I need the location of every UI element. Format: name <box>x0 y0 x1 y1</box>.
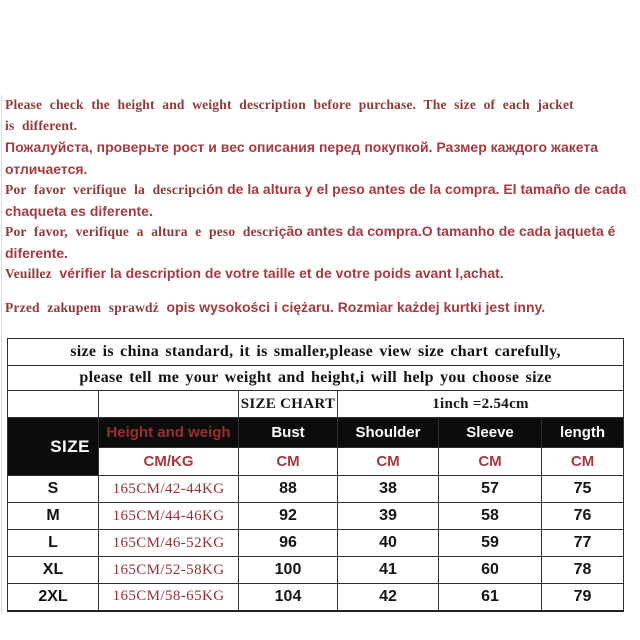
unit-bust-cm: CM <box>239 448 338 476</box>
caption-china-standard: size is china standard, it is smaller,please view size chart carefully, <box>8 339 624 366</box>
notice-spanish-line1: ón de la altura y el peso antes de la compra. El tamaño de cada <box>206 181 627 197</box>
notice-portuguese <box>5 221 637 264</box>
sleeve-cell: 60 <box>439 557 542 584</box>
sleeve-cell: 59 <box>439 530 542 557</box>
inch-conversion-note: 1inch =2.54cm <box>338 391 624 418</box>
notice-russian <box>5 137 637 180</box>
col-header-size: SIZE <box>8 418 99 476</box>
sleeve-cell: 57 <box>439 476 542 503</box>
size-chart-table <box>7 338 624 612</box>
notice-french <box>5 263 637 285</box>
col-header-length: length <box>542 418 624 448</box>
notice-russian-line2: отличается. <box>5 160 88 177</box>
unit-height-weight: CM/KG <box>99 448 239 476</box>
chart-title-row <box>8 391 624 418</box>
caption-row-1 <box>8 339 624 366</box>
shoulder-cell: 38 <box>338 476 439 503</box>
notice-french-line1: vérifier la description de votre taille et de votre poids avant l‚achat. <box>59 265 504 281</box>
notice-english-line1: Please check the height and weight description before purchase. The size of each jacket <box>5 97 574 112</box>
bust-cell: 104 <box>239 584 338 611</box>
table-row-2xl <box>8 584 624 611</box>
size-cell: L <box>8 530 99 557</box>
table-row-l <box>8 530 624 557</box>
length-cell: 75 <box>542 476 624 503</box>
left-edge-line <box>1 95 2 613</box>
notice-english <box>5 95 637 136</box>
notice-portuguese-lead: Por favor, verifique a altura e peso descri <box>5 224 279 239</box>
height-weight-cell: 165CM/52-58KG <box>99 557 239 584</box>
shoulder-cell: 39 <box>338 503 439 530</box>
shoulder-cell: 42 <box>338 584 439 611</box>
height-weight-cell: 165CM/58-65KG <box>99 584 239 611</box>
table-row-xl <box>8 557 624 584</box>
units-row <box>8 448 624 476</box>
col-header-height-weight: Height and weigh <box>99 418 239 448</box>
col-header-bust: Bust <box>239 418 338 448</box>
col-header-sleeve: Sleeve <box>439 418 542 448</box>
empty-cell <box>8 391 99 418</box>
notice-spanish-lead: Por favor verifique la descripci <box>5 182 207 197</box>
sleeve-cell: 58 <box>439 503 542 530</box>
notice-polish-line1: opis wysokości i ciężaru. Rozmiar każdej kurtki jest inny. <box>166 299 546 315</box>
length-cell: 77 <box>542 530 624 557</box>
notice-french-lead: Veuillez <box>5 266 60 281</box>
notice-polish-lead: Przed zakupem sprawdź <box>5 300 167 315</box>
notice-spanish <box>5 179 637 222</box>
notice-russian-line1: Пожалуйста, проверьте рост и вес описания перед покупкой. Размер каждого жакета <box>5 139 599 155</box>
size-cell: XL <box>8 557 99 584</box>
notice-english-line2: is different. <box>5 117 78 133</box>
length-cell: 79 <box>542 584 624 611</box>
length-cell: 76 <box>542 503 624 530</box>
sleeve-cell: 61 <box>439 584 542 611</box>
notice-portuguese-line1: ção antes da compra.O tamanho de cada jaqueta é <box>278 223 616 239</box>
size-chart-label: SIZE CHART <box>239 391 338 418</box>
length-cell: 78 <box>542 557 624 584</box>
bust-cell: 96 <box>239 530 338 557</box>
height-weight-cell: 165CM/42-44KG <box>99 476 239 503</box>
unit-sleeve-cm: CM <box>439 448 542 476</box>
bust-cell: 100 <box>239 557 338 584</box>
notice-portuguese-line2: diferente. <box>5 244 69 261</box>
unit-shoulder-cm: CM <box>338 448 439 476</box>
bust-cell: 88 <box>239 476 338 503</box>
bust-cell: 92 <box>239 503 338 530</box>
shoulder-cell: 40 <box>338 530 439 557</box>
column-header-row <box>8 418 624 448</box>
size-cell: M <box>8 503 99 530</box>
col-header-shoulder: Shoulder <box>338 418 439 448</box>
unit-length-cm: CM <box>542 448 624 476</box>
shoulder-cell: 41 <box>338 557 439 584</box>
height-weight-cell: 165CM/46-52KG <box>99 530 239 557</box>
height-weight-cell: 165CM/44-46KG <box>99 503 239 530</box>
caption-tell-me: please tell me your weight and height,i will help you choose size <box>8 366 624 391</box>
notice-polish <box>5 297 637 319</box>
notice-spanish-line2: chaqueta es diferente. <box>5 202 153 219</box>
size-cell: S <box>8 476 99 503</box>
empty-cell <box>99 391 239 418</box>
table-row-m <box>8 503 624 530</box>
size-cell: 2XL <box>8 584 99 611</box>
caption-row-2 <box>8 366 624 391</box>
table-row-s <box>8 476 624 503</box>
